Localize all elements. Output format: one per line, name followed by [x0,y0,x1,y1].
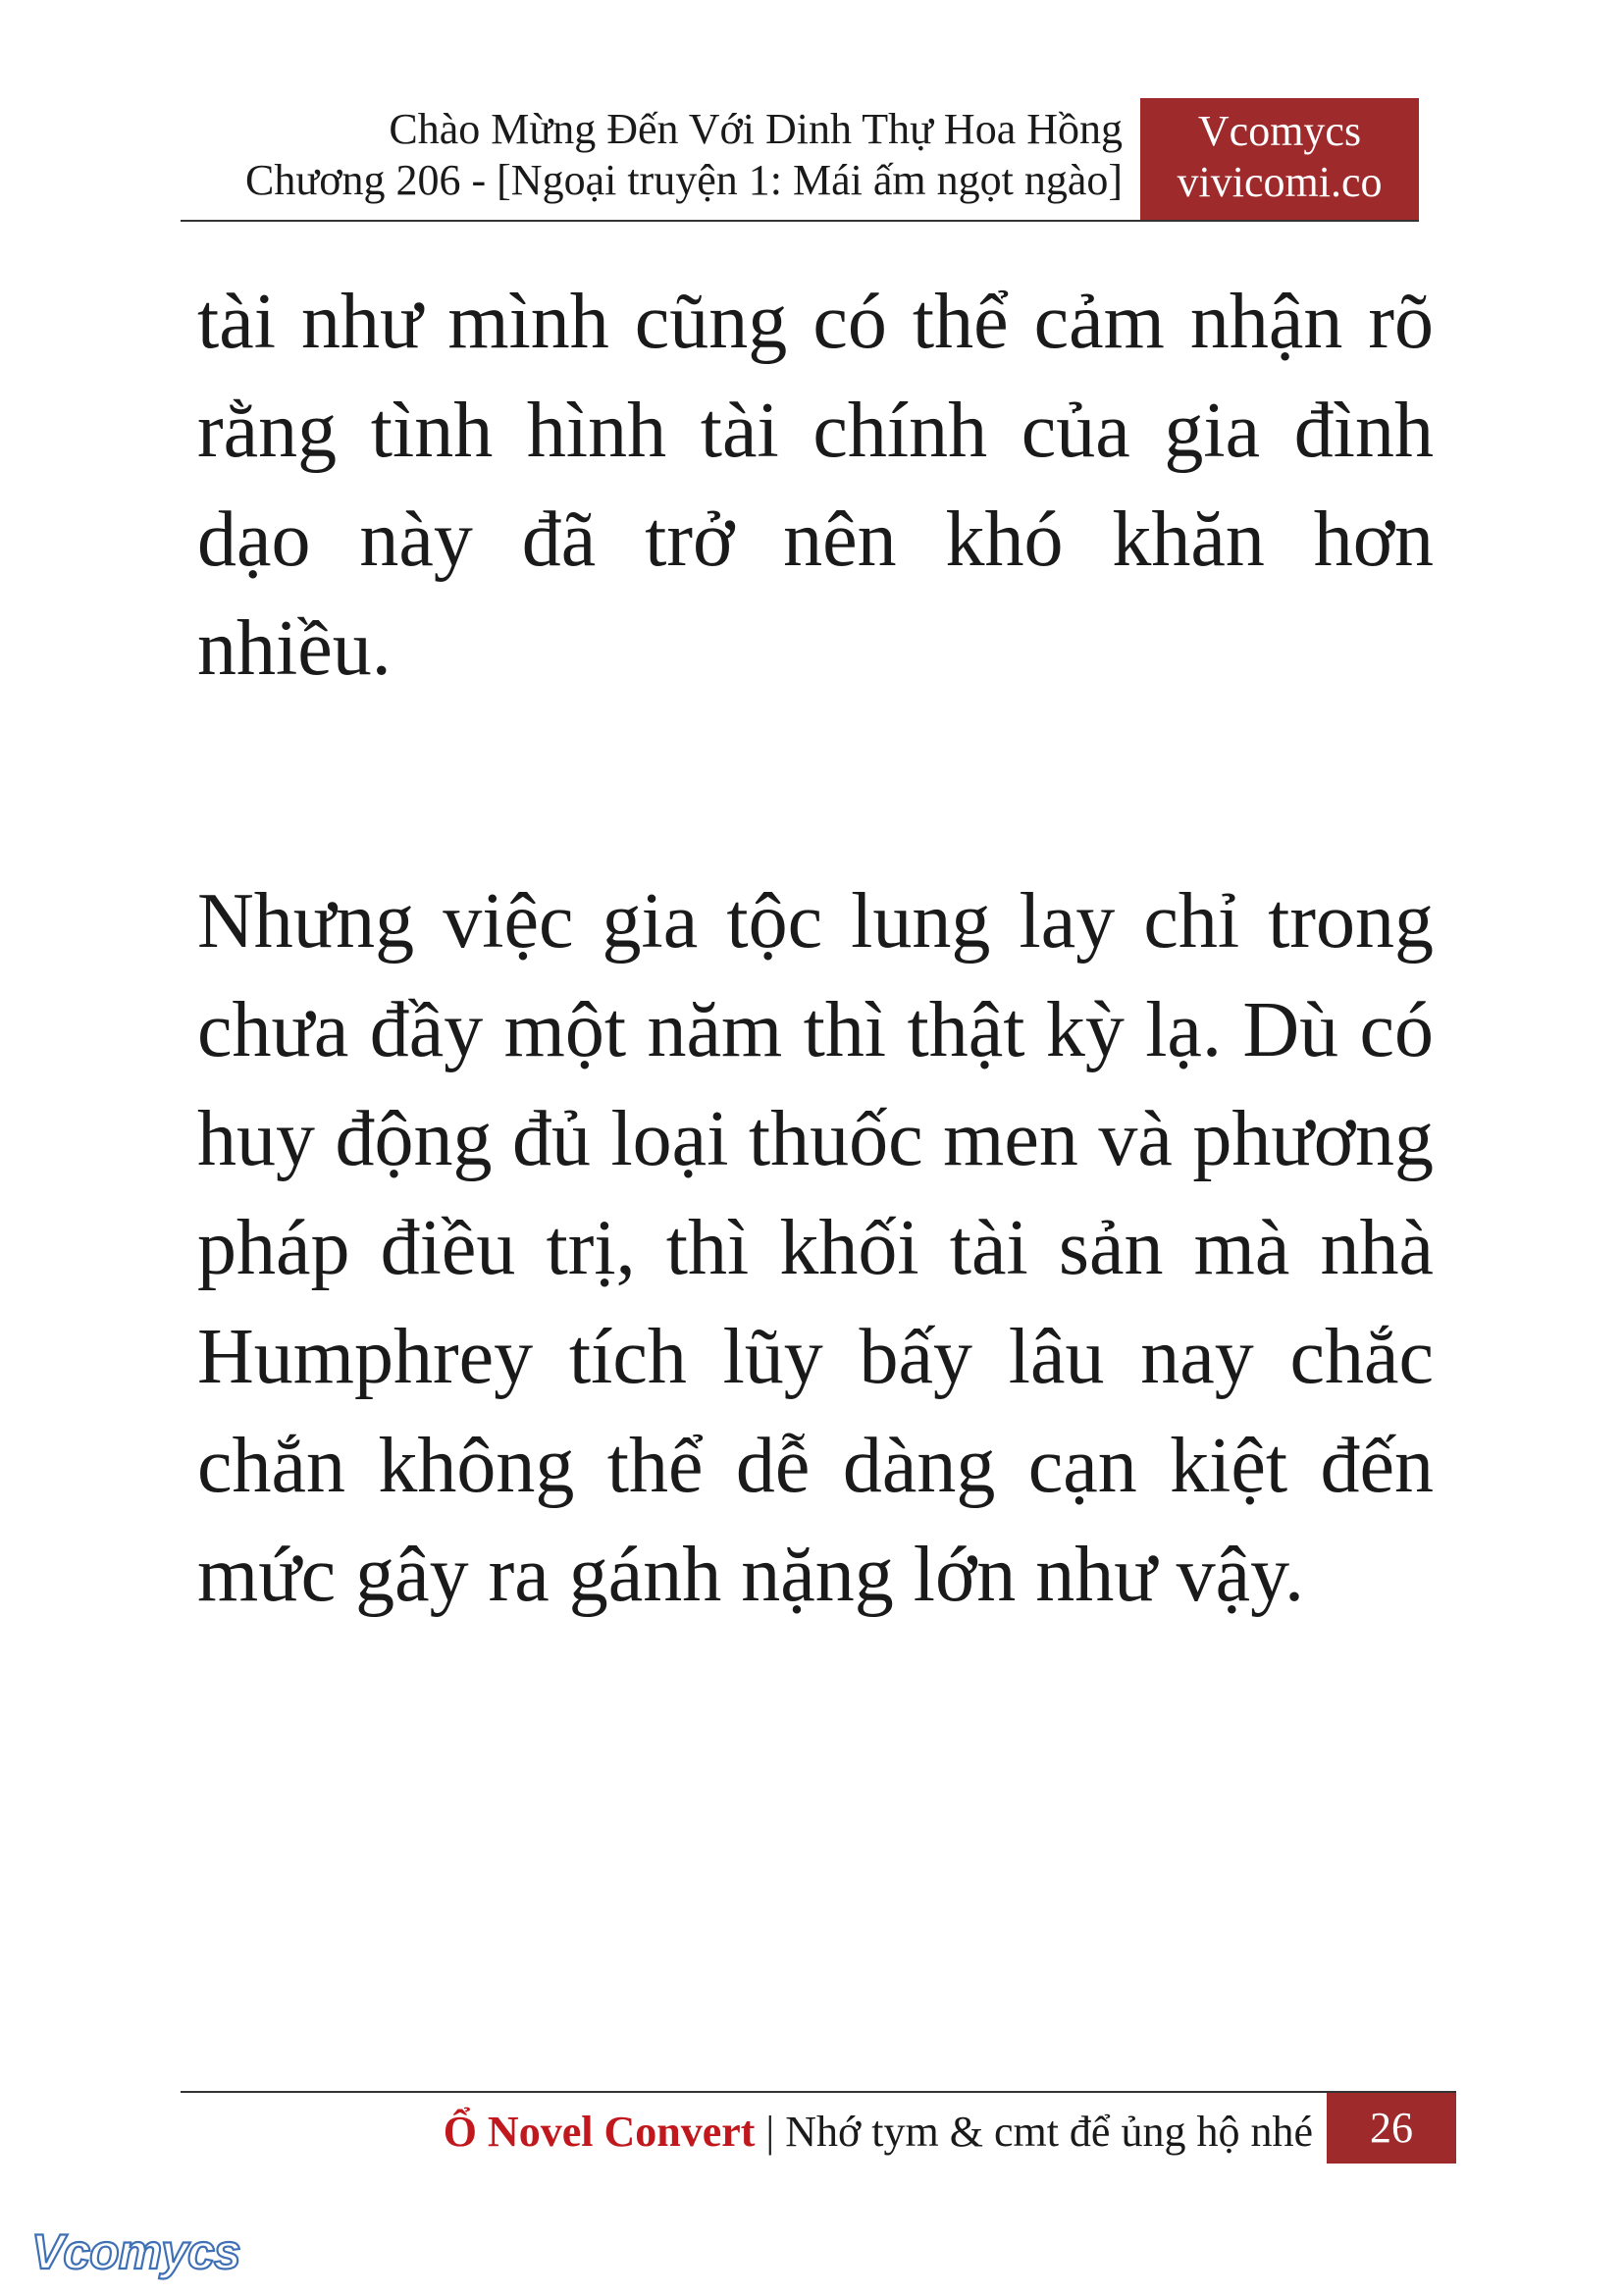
book-title: Chào Mừng Đến Với Dinh Thự Hoa Hồng [389,105,1123,153]
footer-separator: | [765,2108,775,2156]
page-number: 26 [1327,2093,1456,2164]
header-text [245,104,1123,206]
vcomycs-watermark-logo [27,2219,253,2288]
footer-message: Nhớ tym & cmt để ủng hộ nhé [785,2108,1313,2156]
publisher-badge [1140,98,1419,220]
publisher-url: vivicomi.co [1177,158,1383,206]
paragraph: tài như mình cũng có thể cảm nhận rõ rằng tình hình tài chính của gia đình dạo này đã trở nên khó khăn hơn nhiều. [197,279,1434,692]
page-content [197,268,1434,1630]
page-header [181,98,1419,222]
footer-brand: Ổ Novel Convert [443,2108,756,2156]
page-footer [181,2091,1456,2164]
watermark-text: Vcomycs [31,2224,240,2279]
chapter-title: Chương 206 - [Ngoại truyện 1: Mái ấm ngọt ngào] [245,156,1123,204]
publisher-name: Vcomycs [1197,107,1362,155]
paragraph: Nhưng việc gia tộc lung lay chỉ trong chưa đầy một năm thì thật kỳ lạ. Dù có huy động đủ loại thuốc men và phương pháp điều trị, thì khối tài sản mà nhà Humphrey tích lũy bấy lâu nay chắc chắn không thể dễ dàng cạn kiệt đến mức gây ra gánh nặng lớn như vậy. [197,878,1434,1618]
footer-text [444,2103,1313,2162]
